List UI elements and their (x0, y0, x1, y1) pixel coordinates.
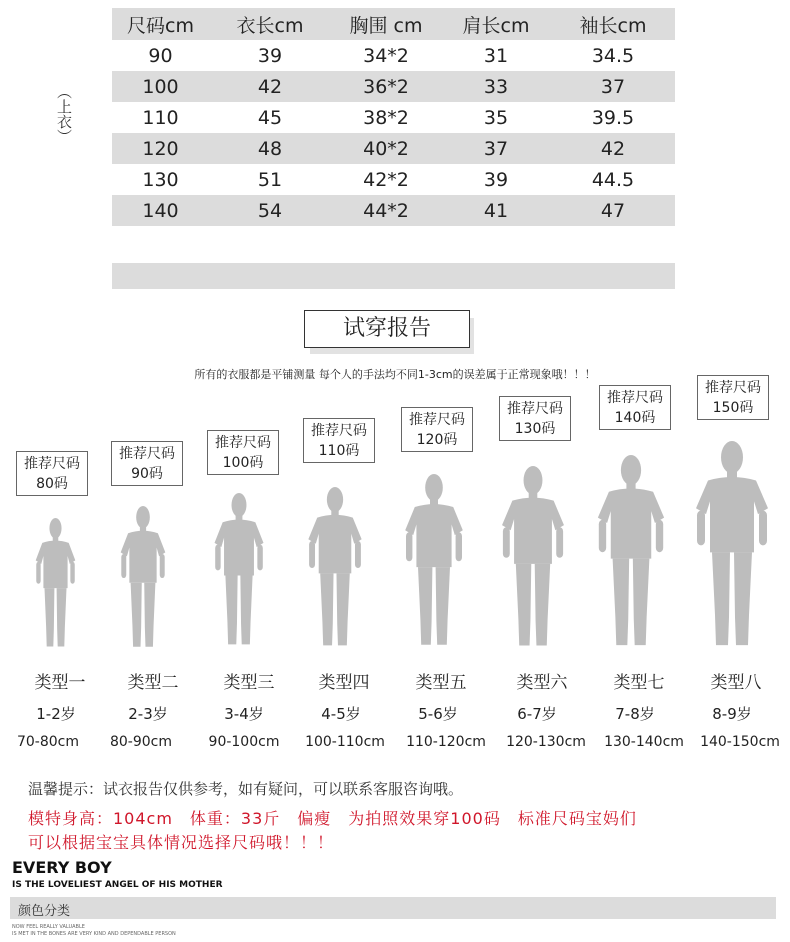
table-cell: 140 (142, 199, 179, 222)
age-label: 6-7岁 (517, 705, 557, 723)
table-cell: 90 (148, 44, 173, 67)
recommend-title: 推荐尺码 (311, 423, 367, 439)
model-info-line-2: 可以根据宝宝具体情况选择尺码哦！！！ (28, 833, 335, 852)
table-cell: 44.5 (591, 168, 635, 191)
model-info-line-1: 模特身高：104cm 体重：33斤 偏瘦 为拍照效果穿100码 标准尺码宝妈们 (28, 809, 637, 828)
type-label: 类型一 (34, 673, 86, 693)
height-range-label: 80-90cm (109, 734, 172, 750)
child-silhouette-2 (121, 506, 166, 647)
table-cell: 34.5 (591, 44, 635, 67)
table-cell: 54 (257, 199, 283, 222)
table-cell: 110 (142, 106, 179, 129)
table-cell: 42 (600, 137, 626, 160)
type-label: 类型三 (223, 673, 275, 693)
age-label: 2-3岁 (128, 705, 168, 723)
height-range-label: 110-120cm (406, 734, 486, 750)
table-cell: 36*2 (363, 75, 409, 98)
child-silhouette-3 (215, 493, 264, 644)
report-title: 试穿报告 (304, 310, 470, 348)
table-cell: 38*2 (363, 106, 409, 129)
height-range-label: 70-80cm (16, 734, 79, 750)
type-label: 类型七 (613, 673, 665, 693)
table-cell: 47 (600, 199, 626, 222)
recommend-title: 推荐尺码 (119, 446, 175, 462)
recommend-title: 推荐尺码 (705, 380, 761, 396)
table-cell: 45 (257, 106, 283, 129)
recommend-size: 130码 (514, 421, 556, 437)
recommend-title: 推荐尺码 (215, 435, 271, 451)
table-cell: 42*2 (363, 168, 409, 191)
height-range-label: 140-150cm (700, 734, 780, 750)
height-range-label: 90-100cm (208, 734, 280, 750)
child-silhouette-5 (405, 474, 463, 645)
type-label: 类型四 (318, 673, 370, 693)
reminder-text: 温馨提示：试衣报告仅供参考，如有疑问，可以联系客服咨询哦。 (28, 780, 464, 798)
recommend-size: 80码 (36, 476, 68, 492)
child-silhouette-4 (308, 487, 361, 645)
recommend-title: 推荐尺码 (24, 456, 80, 472)
table-cell: 31 (483, 44, 509, 67)
age-label: 8-9岁 (712, 705, 752, 723)
header-size: 尺码cm (127, 14, 194, 37)
color-category-label: 颜色分类 (18, 904, 71, 919)
recommend-title: 推荐尺码 (409, 412, 465, 428)
color-category-bar (10, 897, 776, 919)
child-silhouette-7 (598, 455, 664, 645)
age-label: 4-5岁 (321, 705, 361, 723)
table-cell: 51 (257, 168, 283, 191)
type-label: 类型八 (710, 673, 762, 693)
recommend-size: 140码 (614, 410, 656, 426)
table-cell: 41 (483, 199, 509, 222)
recommend-size: 90码 (131, 466, 163, 482)
brand-subtitle: IS THE LOVELIEST ANGEL OF HIS MOTHER (12, 880, 223, 890)
type-label: 类型六 (516, 673, 568, 693)
brand-title: EVERY BOY (12, 858, 112, 877)
recommend-title: 推荐尺码 (507, 401, 563, 417)
top-garment-label: （上衣） (55, 84, 73, 144)
child-silhouette-8 (696, 441, 768, 645)
age-label: 5-6岁 (418, 705, 458, 723)
recommend-size: 110码 (318, 443, 360, 459)
table-cell: 34*2 (363, 44, 409, 67)
table-cell: 39 (483, 168, 509, 191)
table-cell: 100 (142, 75, 179, 98)
age-label: 7-8岁 (615, 705, 655, 723)
table-cell: 39.5 (591, 106, 635, 129)
header-sleeve: 袖长cm (579, 14, 647, 37)
recommend-size: 100码 (222, 455, 264, 471)
header-shoulder: 肩长cm (462, 14, 530, 37)
header-chest: 胸围 cm (349, 14, 423, 37)
type-label: 类型二 (127, 673, 179, 693)
table-cell: 130 (142, 168, 179, 191)
table-cell: 40*2 (363, 137, 409, 160)
age-label: 3-4岁 (224, 705, 264, 723)
table-cell: 120 (142, 137, 179, 160)
table-cell: 39 (257, 44, 283, 67)
table-cell: 37 (483, 137, 509, 160)
type-label: 类型五 (415, 673, 467, 693)
height-range-label: 100-110cm (305, 734, 385, 750)
height-range-label: 130-140cm (604, 734, 684, 750)
height-range-label: 120-130cm (506, 734, 586, 750)
header-length: 衣长cm (236, 14, 304, 37)
recommend-size: 120码 (416, 432, 458, 448)
table-cell: 37 (600, 75, 626, 98)
table-cell: 42 (257, 75, 283, 98)
child-silhouette-6 (502, 466, 564, 646)
table-cell: 48 (257, 137, 283, 160)
age-label: 1-2岁 (36, 705, 76, 723)
table-cell: 33 (483, 75, 509, 98)
table-cell: 35 (483, 106, 509, 129)
footer-line-1: NOW FEEL REALLY VALUABLE (12, 924, 85, 930)
footer-line-2: IS MET IN THE BONES ARE VERY KIND AND DEPENDABLE PERSON (12, 931, 176, 937)
table-cell: 44*2 (363, 199, 409, 222)
measurement-note: 所有的衣服都是平铺测量 每个人的手法均不同1-3cm的误差属于正常现象哦！！！ (194, 368, 596, 381)
recommend-size: 150码 (712, 400, 754, 416)
recommend-title: 推荐尺码 (607, 390, 663, 406)
child-silhouette-1 (36, 518, 76, 646)
